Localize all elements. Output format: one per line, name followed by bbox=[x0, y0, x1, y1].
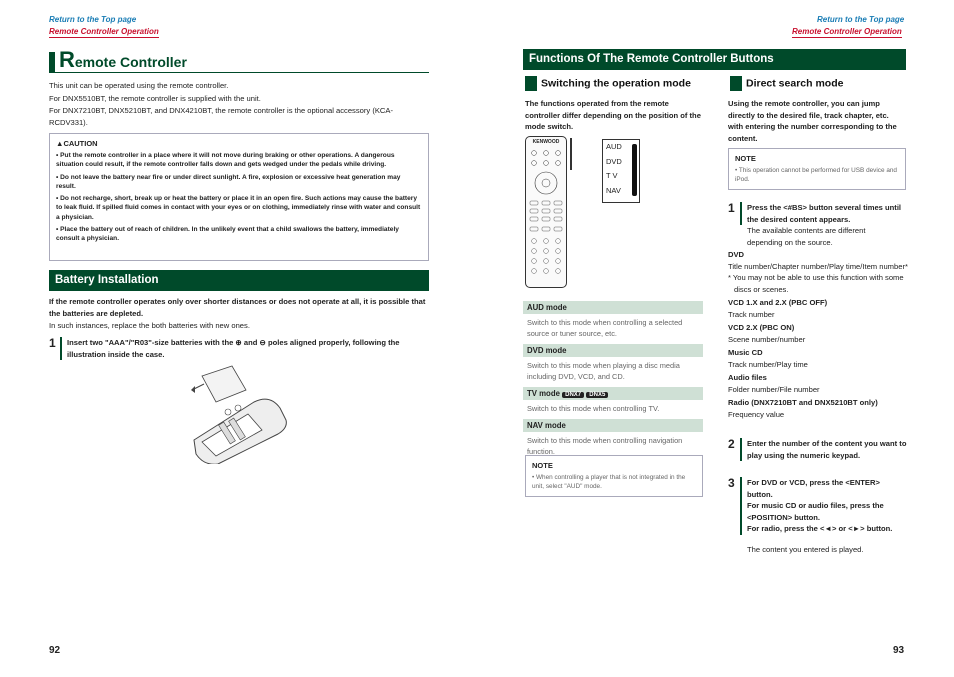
content-value: Track number bbox=[728, 309, 775, 319]
content-label: VCD 2.X (PBC ON) bbox=[728, 323, 795, 332]
switch-label-nav: NAV bbox=[606, 185, 621, 195]
warning-icon: ▲ bbox=[56, 139, 64, 148]
title-marker bbox=[49, 52, 55, 72]
step-number: 3 bbox=[728, 476, 735, 490]
step-number: 1 bbox=[49, 336, 56, 350]
remote-buttons bbox=[526, 145, 566, 285]
page-number: 92 bbox=[49, 645, 61, 656]
intro-line: For DNX5510BT, the remote controller is supplied with the unit. bbox=[49, 93, 261, 103]
mode-tv-desc: Switch to this mode when controlling TV. bbox=[527, 404, 660, 413]
note-text: • When controlling a player that is not integrated in the unit, select "AUD" mode. bbox=[532, 474, 686, 490]
content-label: Music CD bbox=[728, 348, 763, 357]
functions-header: Functions Of The Remote Controller Buttons bbox=[523, 49, 906, 70]
battery-text-2: In such instances, replace the both batteries with new ones. bbox=[49, 321, 250, 330]
caution-item: • Place the battery out of reach of children. In the unlikely event that a child swallows the battery, immediately consult a physician. bbox=[56, 226, 399, 243]
title-rest: emote Controller bbox=[74, 54, 187, 70]
direct-note-title: NOTE bbox=[735, 154, 756, 163]
caution-item: • Do not leave the battery near fire or under direct sunlight. A fire, explosion or excessive heat generation may result. bbox=[56, 173, 401, 190]
step-3-detail: The content you entered is played. bbox=[747, 545, 864, 554]
intro-line: This unit can be operated using the remote controller. bbox=[49, 81, 229, 90]
step-1-detail: The available contents are different depending on the source. bbox=[747, 226, 866, 247]
remote-brand: KENWOOD bbox=[532, 139, 560, 145]
intro-line: For DNX7210BT, DNX5210BT, and DNX4210BT, the remote controller is the optional accessory (KCA-RCDV331). bbox=[49, 106, 393, 127]
step-number: 1 bbox=[728, 201, 735, 215]
content-value: Title number/Chapter number/Play time/Item number* bbox=[728, 261, 908, 271]
section-link[interactable]: Remote Controller Operation bbox=[792, 27, 902, 36]
switching-title: Switching the operation mode bbox=[525, 76, 691, 91]
content-label: VCD 1.X and 2.X (PBC OFF) bbox=[728, 298, 828, 307]
mode-list bbox=[523, 301, 703, 460]
content-value: Frequency value bbox=[728, 409, 785, 419]
mode-switch-callout bbox=[602, 139, 640, 203]
content-label: DVD bbox=[728, 250, 745, 259]
remote-illustration bbox=[525, 136, 567, 288]
direct-text: Using the remote controller, you can jump directly to the desired file, track chapter, etc. with entering the number corresponding to the content. bbox=[728, 99, 897, 143]
content-value: Folder number/File number bbox=[728, 384, 820, 394]
caution-box bbox=[49, 133, 429, 261]
caution-item: • Do not recharge, short, break up or heat the battery or place it in an open fire. Such actions may cause the battery to leak fluid. If spilled fluid comes in contact with your eyes or on clothing, immediately rinse with water and consult a physician. bbox=[56, 195, 421, 221]
mode-switch-slider bbox=[632, 144, 637, 196]
content-footnote: * You may not be able to use this function with some discs or scenes. bbox=[728, 273, 904, 294]
battery-illustration bbox=[188, 364, 288, 464]
switch-label-aud: AUD bbox=[606, 142, 622, 151]
content-label: Audio files bbox=[728, 373, 767, 382]
note-box bbox=[525, 455, 703, 497]
intro-text bbox=[49, 80, 429, 128]
step-2-text: Enter the number of the content you want to play using the numeric keypad. bbox=[740, 438, 907, 461]
mode-nav-desc: Switch to this mode when controlling navigation function. bbox=[527, 436, 683, 456]
switching-text: The functions operated from the remote controller differ depending on the position of the mode switch. bbox=[525, 99, 701, 131]
switch-label-tv: T V bbox=[606, 171, 618, 180]
mode-nav-header: NAV mode bbox=[523, 419, 703, 432]
mode-dvd-desc: Switch to this mode when playing a disc media including DVD, VCD, and CD. bbox=[527, 361, 680, 381]
mode-tv-header: TV mode DNX7 DNX5 bbox=[523, 387, 703, 400]
dnx7-badge: DNX7 bbox=[562, 392, 584, 398]
page-number: 93 bbox=[893, 645, 905, 656]
step-3-line: For radio, press the <◄> or <►> button. bbox=[747, 524, 893, 533]
step-3-text bbox=[740, 477, 907, 535]
content-value: Scene number/number bbox=[728, 334, 806, 344]
note-title: NOTE bbox=[532, 461, 553, 470]
step-3-line: For DVD or VCD, press the <ENTER> button. bbox=[747, 478, 880, 499]
content-label: Radio (DNX7210BT and DNX5210BT only) bbox=[728, 398, 878, 407]
caution-item: • Put the remote controller in a place where it will not move during braking or other operations. A dangerous situation could result, if the remote controller falls down and gets wedged under the pedals while driving. bbox=[56, 152, 395, 169]
step-3-line: For music CD or audio files, press the <POSITION> button. bbox=[747, 501, 884, 522]
step-text: Insert two "AAA"/"R03"-size batteries with the ⊕ and ⊖ poles aligned properly, following the illustration inside the case. bbox=[60, 337, 407, 360]
step-1-text: Press the <#BS> button several times until the desired content appears. bbox=[740, 202, 907, 225]
direct-note-box bbox=[728, 148, 906, 190]
top-page-link[interactable]: Return to the Top page bbox=[49, 15, 137, 24]
page-title bbox=[49, 47, 429, 73]
dnx5-badge: DNX5 bbox=[586, 392, 608, 398]
caution-heading: ▲CAUTION bbox=[56, 139, 98, 148]
battery-header: Battery Installation bbox=[49, 270, 429, 291]
mode-dvd-header: DVD mode bbox=[523, 344, 703, 357]
content-list bbox=[728, 249, 908, 420]
content-value: Track number/Play time bbox=[728, 359, 808, 369]
title-initial: R bbox=[59, 47, 75, 72]
step-number: 2 bbox=[728, 437, 735, 451]
top-page-link[interactable]: Return to the Top page bbox=[817, 15, 905, 24]
mode-aud-header: AUD mode bbox=[523, 301, 703, 314]
battery-text: If the remote controller operates only over shorter distances or does not operate at all, it is possible that the batteries are depleted. bbox=[49, 297, 426, 318]
callout-line bbox=[570, 138, 572, 170]
section-link[interactable]: Remote Controller Operation bbox=[49, 27, 159, 36]
mode-aud-desc: Switch to this mode when controlling a selected source or tuner source, etc. bbox=[527, 318, 683, 338]
section-marker bbox=[525, 76, 537, 91]
direct-note-text: • This operation cannot be performed for USB device and iPod. bbox=[735, 167, 897, 183]
section-marker bbox=[730, 76, 742, 91]
switch-label-dvd: DVD bbox=[606, 156, 622, 166]
direct-title: Direct search mode bbox=[730, 76, 843, 91]
